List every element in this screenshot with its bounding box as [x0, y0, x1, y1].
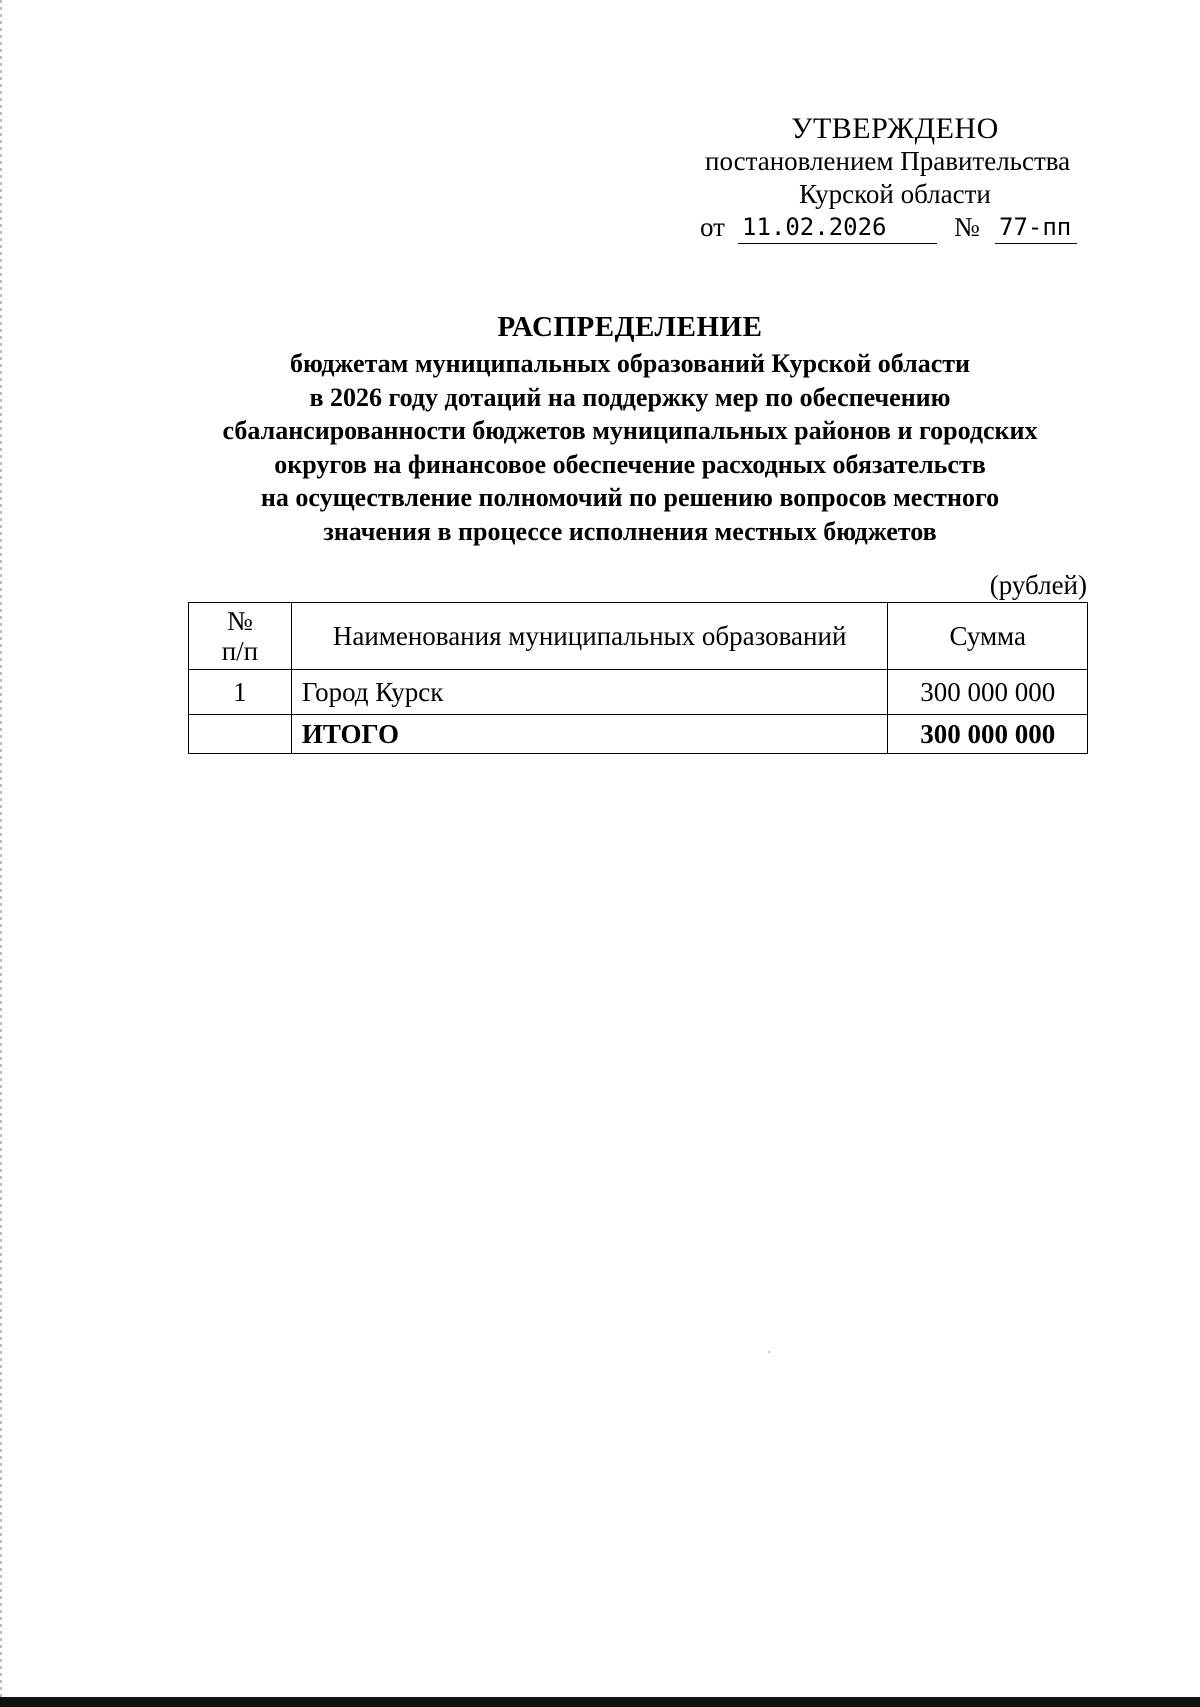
title-line: в 2026 году дотаций на поддержку мер по обеспечению: [309, 382, 951, 412]
table-header-row: [189, 603, 1088, 670]
header-sum: Сумма: [888, 603, 1088, 670]
approval-authority: постановлением Правительства: [705, 146, 1071, 176]
title-heading: РАСПРЕДЕЛЕНИЕ: [497, 311, 763, 343]
header-name: Наименования муниципальных образований: [291, 603, 888, 670]
title-line: на осуществление полномочий по решению вопросов местного: [260, 483, 1000, 512]
title-line: бюджетам муниципальных образований Курской области: [290, 349, 970, 378]
title-line: округов на финансовое обеспечение расходных обязательств: [274, 449, 986, 479]
date-prefix: от: [700, 212, 725, 242]
row-number: 1: [189, 670, 292, 715]
approval-date-row: [700, 211, 1100, 247]
title-line: значения в процессе исполнения местных бюджетов: [323, 516, 937, 546]
row-name: Город Курск: [291, 670, 888, 715]
total-sum: 300 000 000: [888, 715, 1088, 754]
table-total-row: [189, 715, 1088, 754]
approval-stamp-block: [690, 112, 1100, 247]
number-prefix: №: [954, 212, 980, 242]
approval-stamp: УТВЕРЖДЕНО: [791, 112, 999, 145]
header-number-sign: №: [227, 606, 253, 636]
units-label: (рублей): [989, 570, 1087, 600]
table-row: [189, 670, 1088, 715]
scan-speck: [768, 1351, 770, 1353]
total-number-empty: [189, 715, 292, 754]
approval-number: 77-пп: [995, 211, 1077, 244]
approval-region: Курской области: [799, 179, 991, 209]
scan-edge-left: [0, 0, 2, 1707]
row-sum: 300 000 000: [888, 670, 1088, 715]
scan-edge-bottom: [0, 1697, 1200, 1707]
header-number-pp: п/п: [221, 636, 259, 666]
header-number: [189, 603, 292, 670]
document-title: [150, 307, 1110, 548]
total-label: ИТОГО: [291, 715, 888, 754]
title-line: сбалансированности бюджетов муниципальных районов и городских: [222, 416, 1038, 445]
distribution-table: [188, 602, 1088, 754]
approval-date: 11.02.2026: [738, 211, 937, 244]
